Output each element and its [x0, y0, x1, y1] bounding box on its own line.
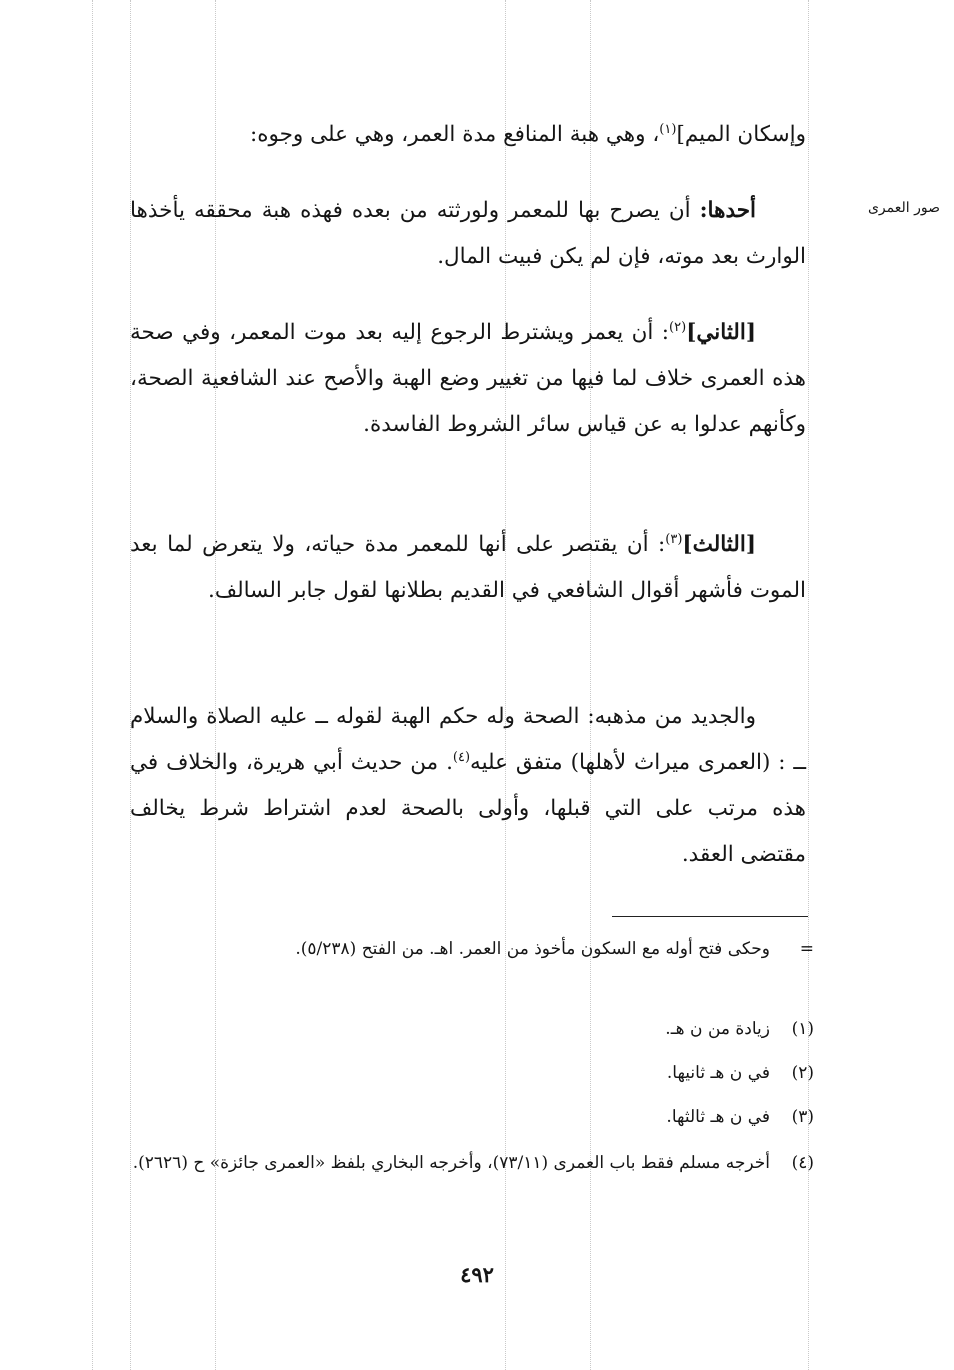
- footnote-ref: (٣): [665, 531, 683, 547]
- paragraph-second: [الثاني]$^{(٢)}$: أن يعمر ويشترط الرجوع إليه بعد موت المعمر، وفي صحة هذه العمرى خلاف لما فيها من تغيير وضع الهبة والأصح عند الشافعية الصحة، وكأنهم عدلوا به عن قياس سائر الشروط الفاسدة.: [130, 319, 806, 437]
- footnote-item: (٢)في ن هـ ثانيها.: [666, 1063, 814, 1083]
- footnote-continuation: =وحكى فتح أوله مع السكون مأخوذ من العمر. اهـ. من الفتح (٥/٢٣٨).: [295, 939, 814, 959]
- footnote-separator: [612, 916, 808, 917]
- footnote-ref: (٤): [452, 749, 471, 765]
- margin-note: صور العمرى: [867, 200, 940, 216]
- footnote-ref: (١): [659, 121, 677, 137]
- scan-guide-line: [92, 0, 93, 1370]
- paragraph-first: أحدها: أن يصرح بها للمعمر ولورثته من بعده فهذه هبة محققه يأخذها الوارث بعد موته، فإن لم يكن فبيت المال.: [130, 198, 806, 269]
- footnote-ref: (٢): [669, 319, 687, 335]
- footnote-item: (٤)أخرجه مسلم فقط باب العمرى (٧٣/١١)، وأخرجه البخاري بلفظ «العمرى جائزة» ح (٢٦٢٦).: [132, 1153, 814, 1173]
- paragraph-third: [الثالث]$^{(٣)}$: أن يقتصر على أنها للمعمر مدة حياته، ولا يتعرض لما بعد الموت فأشهر أقوال الشافعي في القديم بطلانها لقول جابر السالف.: [130, 531, 806, 603]
- footnote-item: (١)زيادة من ن هـ.: [665, 1019, 814, 1039]
- paragraph-intro: وإسكان الميم]$^{(١)}$، وهي هبة المنافع مدة العمر، وهي على وجوه:: [249, 121, 806, 147]
- footnote-item: (٣)في ن هـ ثالثها.: [666, 1107, 814, 1127]
- page-number: ٤٩٢: [460, 1262, 494, 1287]
- paragraph-fourth: والجديد من مذهبه: الصحة وله حكم الهبة لقوله ــ عليه الصلاة والسلام ــ : (العمرى ميراث لأهلها) متفق عليه$^{(٤)}$. من حديث أبي هريرة، والخلاف في هذه مرتب على التي قبلها، وأولى بالصحة لعدم اشتراط شرط يخالف مقتضى العقد.: [130, 704, 806, 867]
